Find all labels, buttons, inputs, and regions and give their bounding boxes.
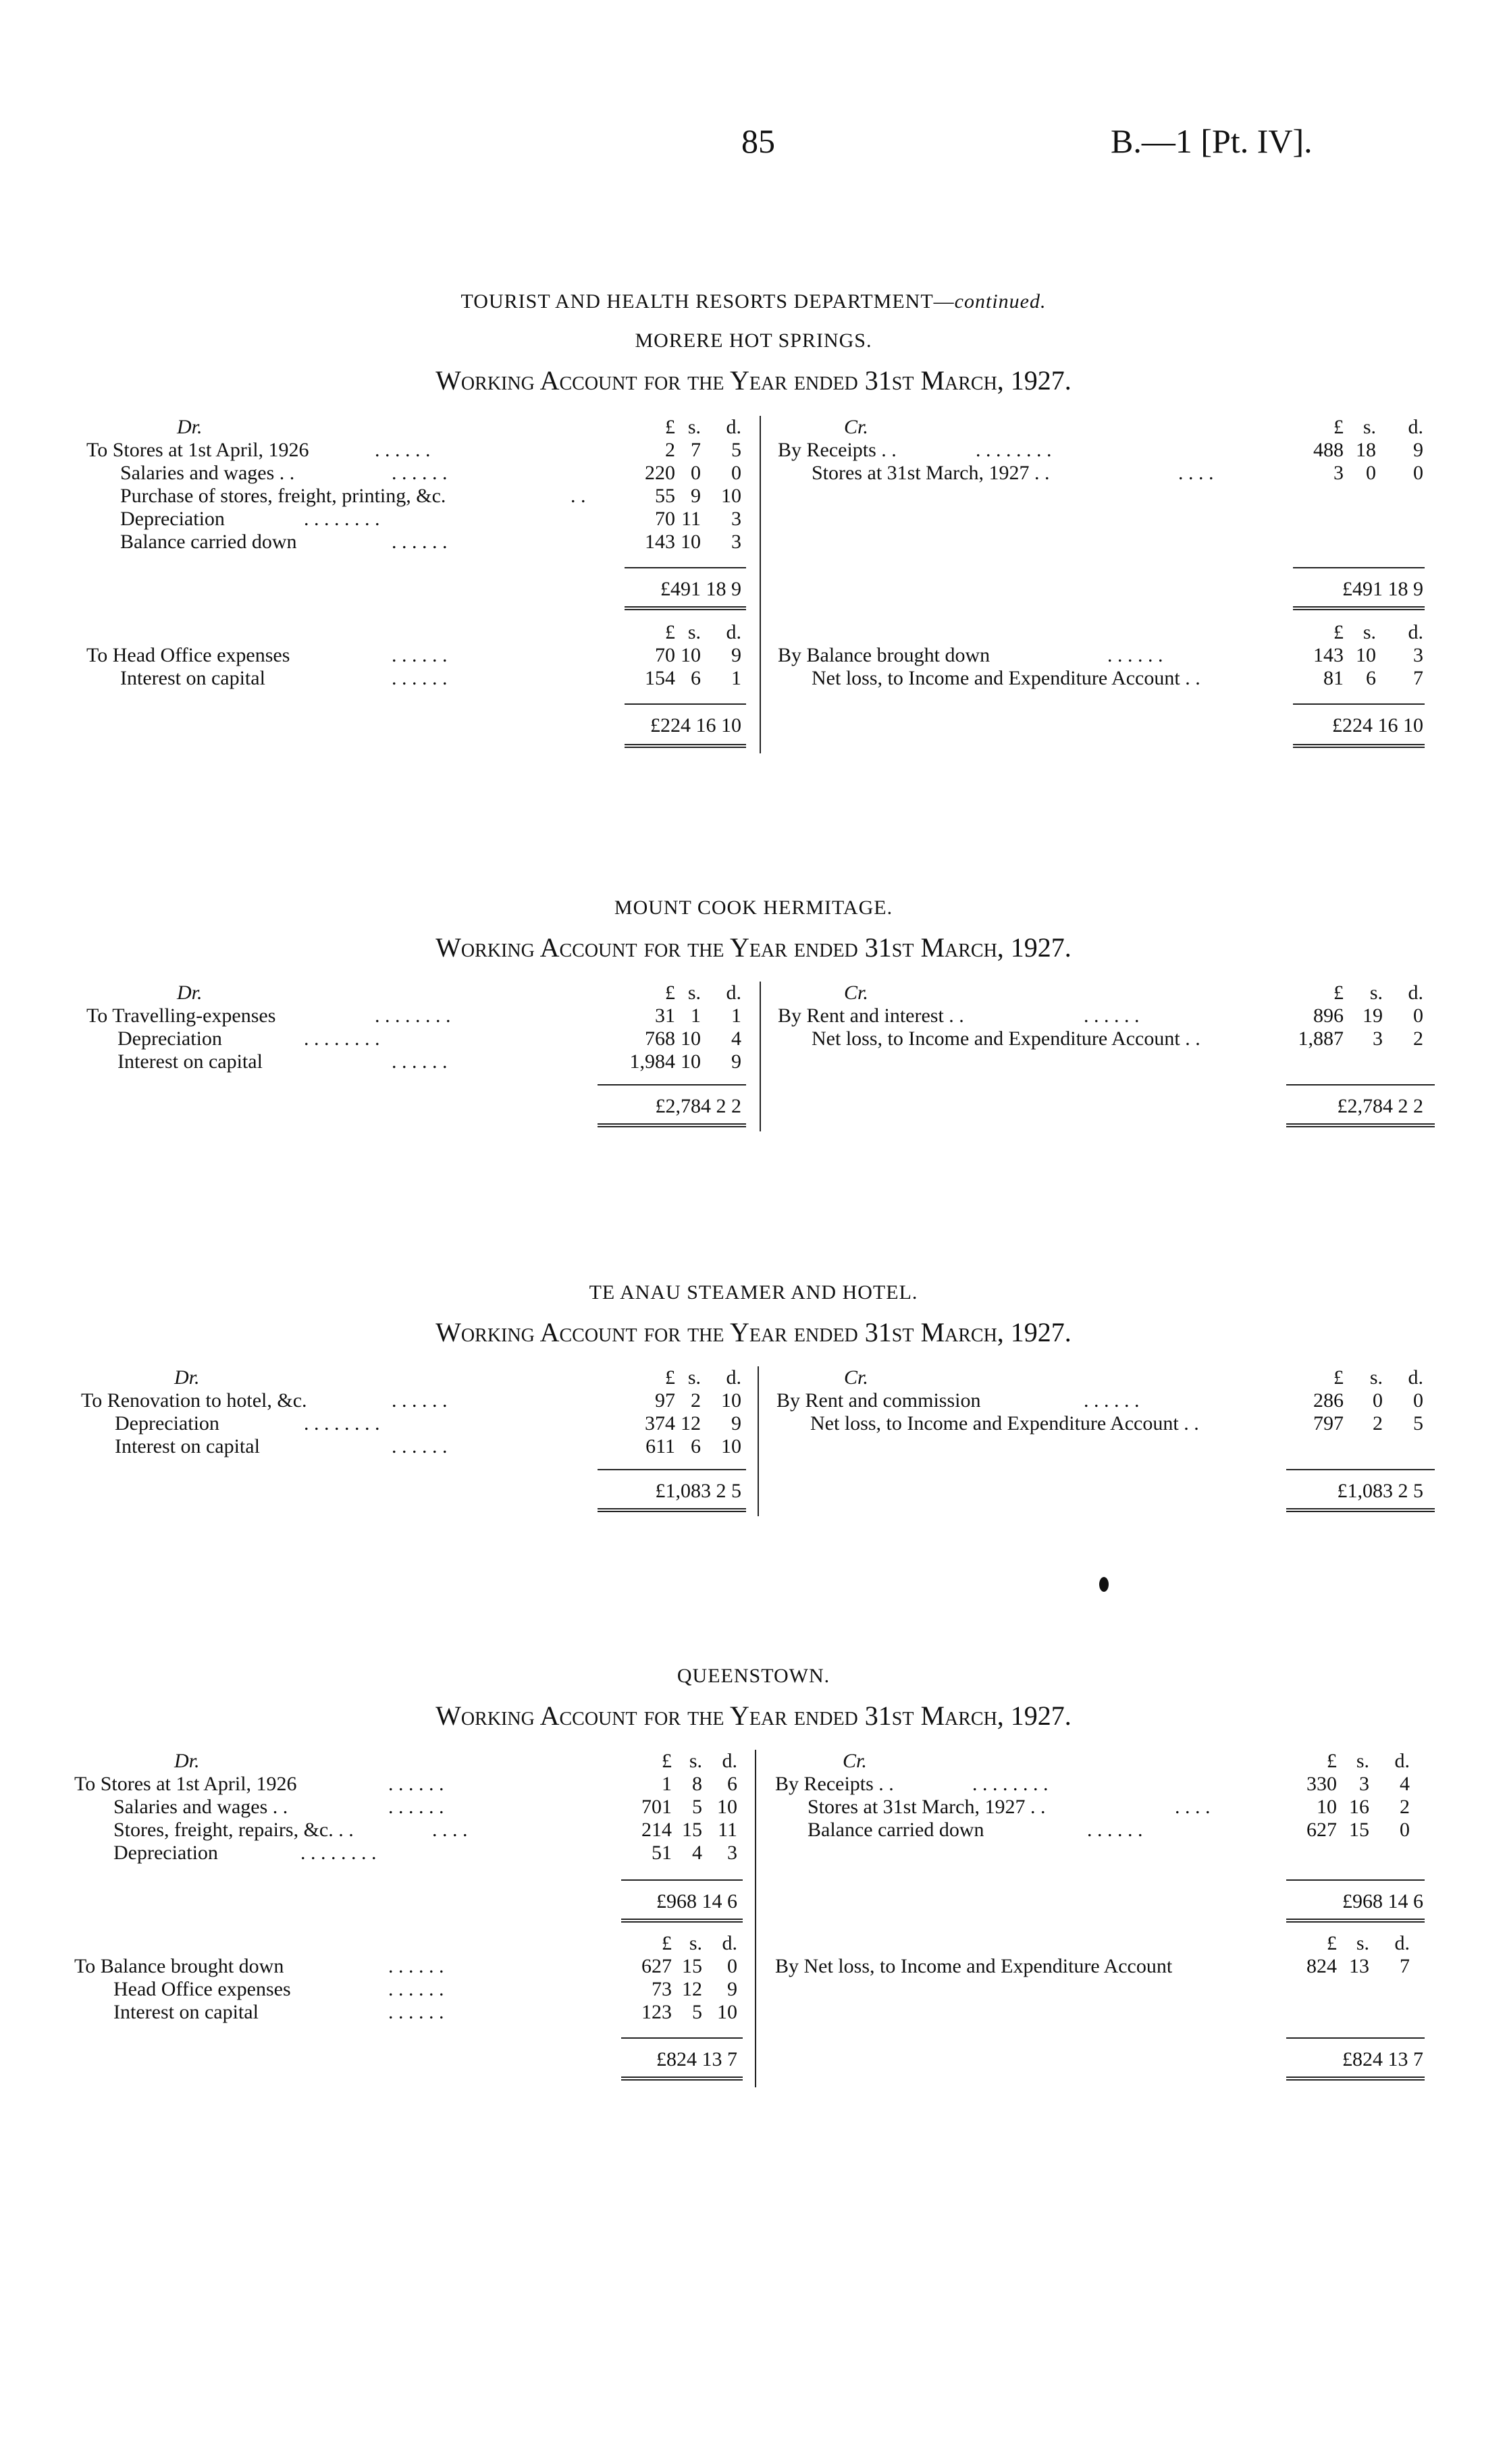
- pence-head-cr: d.: [1394, 1932, 1410, 1954]
- leader-dots: . . . . . . . .: [976, 439, 1052, 461]
- shillings: 10: [1356, 644, 1376, 666]
- item-text: To Head Office expenses: [86, 644, 290, 666]
- total-double-rule: [1286, 1123, 1435, 1127]
- leader-dots: . . . . . .: [392, 1050, 448, 1073]
- pounds: 896: [1313, 1005, 1344, 1027]
- pounds: 143: [645, 531, 675, 553]
- total-double-rule: [598, 1123, 746, 1127]
- item-text: Salaries and wages . .: [120, 462, 295, 484]
- pounds-head-cr: £: [1333, 416, 1344, 438]
- leader-dots: . . . . . .: [388, 1796, 444, 1818]
- shillings: 10: [681, 1050, 701, 1073]
- shillings-head-cr: s.: [1363, 621, 1376, 643]
- pounds: 31: [655, 1005, 675, 1027]
- total-debit: £824 13 7: [656, 2048, 737, 2070]
- total-debit: £2,784 2 2: [655, 1095, 741, 1117]
- leader-dots: . . . . . .: [1107, 644, 1163, 666]
- leader-dots: . . . . . . . .: [304, 508, 380, 530]
- dr-label: Dr.: [177, 416, 203, 438]
- total-rule: [598, 1469, 746, 1470]
- shillings: 0: [691, 462, 701, 484]
- total-double-rule: [1286, 1919, 1425, 1923]
- shillings: 16: [1349, 1796, 1369, 1818]
- pounds-head: £: [665, 982, 675, 1004]
- pence-head: d.: [726, 416, 741, 438]
- pence: 0: [1413, 462, 1423, 484]
- pounds-head-cr: £: [1333, 982, 1344, 1004]
- shillings: 3: [1373, 1027, 1383, 1050]
- item-text: To Travelling-expenses: [86, 1005, 276, 1027]
- dr-label: Dr.: [174, 1366, 200, 1389]
- pounds: 330: [1306, 1773, 1337, 1795]
- total-rule: [1286, 1084, 1435, 1086]
- shillings-head: s.: [687, 1366, 701, 1389]
- column-divider: [758, 1366, 759, 1516]
- total-rule: [1293, 703, 1425, 705]
- pounds: 55: [655, 485, 675, 507]
- shillings: 5: [692, 2001, 702, 2023]
- pounds: 768: [645, 1027, 675, 1050]
- shillings: 15: [682, 1819, 702, 1841]
- total-double-rule: [621, 2077, 743, 2081]
- pence: 2: [1400, 1796, 1410, 1818]
- pounds-head-cr: £: [1333, 621, 1344, 643]
- pence: 9: [731, 644, 741, 666]
- leader-dots: . . . . . . . .: [300, 1842, 377, 1864]
- item-text: Balance carried down: [120, 531, 297, 553]
- leader-dots: . . . . . . . .: [972, 1773, 1049, 1795]
- pounds-head-cr: £: [1333, 1366, 1344, 1389]
- total-double-rule: [1286, 1508, 1435, 1512]
- shillings: 4: [692, 1842, 702, 1864]
- leader-dots: . . . . . .: [388, 1773, 444, 1795]
- pence-head-cr: d.: [1408, 1366, 1423, 1389]
- pence: 0: [727, 1955, 737, 1977]
- cr-label: Cr.: [844, 1366, 868, 1389]
- page-reference: B.—1 [Pt. IV].: [1111, 122, 1313, 160]
- pounds: 70: [655, 644, 675, 666]
- total-debit: £1,083 2 5: [655, 1480, 741, 1502]
- total-rule: [1293, 567, 1425, 568]
- total-double-rule: [621, 1919, 743, 1923]
- pence: 11: [718, 1819, 737, 1841]
- shillings: 5: [692, 1796, 702, 1818]
- shillings: 7: [691, 439, 701, 461]
- ink-blot: [1099, 1577, 1109, 1592]
- shillings: 2: [1373, 1412, 1383, 1435]
- shillings: 3: [1359, 1773, 1369, 1795]
- pence: 9: [731, 1412, 741, 1435]
- pence: 7: [1400, 1955, 1410, 1977]
- shillings: 6: [1366, 667, 1376, 689]
- pounds-head-cr: £: [1327, 1750, 1337, 1772]
- total-credit: £491 18 9: [1342, 578, 1423, 600]
- shillings-head-cr: s.: [1356, 1750, 1369, 1772]
- pence: 1: [731, 1005, 741, 1027]
- total-rule: [1286, 2037, 1425, 2039]
- pence: 10: [721, 485, 741, 507]
- item-text: Interest on capital: [117, 1050, 263, 1073]
- item-text: Interest on capital: [115, 1435, 260, 1457]
- pounds: 627: [1306, 1819, 1337, 1841]
- pence: 10: [721, 1435, 741, 1457]
- section-subtitle: MOUNT COOK HERMITAGE.: [614, 896, 893, 919]
- item-text: By Rent and interest . .: [778, 1005, 964, 1027]
- shillings: 10: [681, 1027, 701, 1050]
- leader-dots: . .: [571, 485, 586, 507]
- total-double-rule: [1286, 2077, 1425, 2081]
- total-rule: [625, 567, 746, 568]
- item-text: Depreciation: [113, 1842, 218, 1864]
- leader-dots: . . . . . .: [392, 1389, 448, 1412]
- leader-dots: . . . . . .: [392, 1435, 448, 1457]
- pounds: 488: [1313, 439, 1344, 461]
- pounds-head: £: [665, 1366, 675, 1389]
- total-debit: £224 16 10: [650, 714, 741, 736]
- section-heading: Working Account for the Year ended 31st March, 1927.: [435, 932, 1072, 963]
- pence: 0: [1400, 1819, 1410, 1841]
- item-text: Interest on capital: [113, 2001, 259, 2023]
- section-subtitle: TE ANAU STEAMER AND HOTEL.: [589, 1281, 918, 1304]
- pence: 6: [727, 1773, 737, 1795]
- item-text: Purchase of stores, freight, printing, &c.: [120, 485, 446, 507]
- pounds: 70: [655, 508, 675, 530]
- leader-dots: . . . . . .: [388, 1978, 444, 2000]
- pence-head: d.: [726, 1366, 741, 1389]
- item-text: Balance carried down: [808, 1819, 984, 1841]
- section-heading: Working Account for the Year ended 31st March, 1927.: [435, 1317, 1072, 1347]
- pounds: 1,984: [629, 1050, 675, 1073]
- pence: 0: [1413, 1005, 1423, 1027]
- total-double-rule: [625, 606, 746, 610]
- pounds: 797: [1313, 1412, 1344, 1435]
- shillings-head-cr: s.: [1363, 416, 1376, 438]
- total-credit: £824 13 7: [1342, 2048, 1423, 2070]
- pence: 10: [717, 1796, 737, 1818]
- pounds: 123: [641, 2001, 672, 2023]
- pence: 0: [1413, 1389, 1423, 1412]
- leader-dots: . . . . . . . .: [375, 1005, 451, 1027]
- shillings: 6: [691, 667, 701, 689]
- shillings-head-cr: s.: [1369, 1366, 1383, 1389]
- section-heading: Working Account for the Year ended 31st March, 1927.: [435, 1700, 1072, 1731]
- total-double-rule: [1293, 606, 1425, 610]
- leader-dots: . . . . . .: [1084, 1389, 1140, 1412]
- pence: 4: [1400, 1773, 1410, 1795]
- item-text: Interest on capital: [120, 667, 265, 689]
- total-rule: [1286, 1469, 1435, 1470]
- item-text: By Rent and commission: [776, 1389, 981, 1412]
- leader-dots: . . . . . .: [392, 667, 448, 689]
- shillings-head: s.: [687, 982, 701, 1004]
- total-credit: £2,784 2 2: [1337, 1095, 1423, 1117]
- pence: 3: [1413, 644, 1423, 666]
- shillings: 2: [691, 1389, 701, 1412]
- item-text: To Renovation to hotel, &c.: [81, 1389, 307, 1412]
- item-text: By Receipts . .: [778, 439, 897, 461]
- leader-dots: . . . . . .: [1087, 1819, 1143, 1841]
- shillings-head-cr: s.: [1369, 982, 1383, 1004]
- pounds: 701: [641, 1796, 672, 1818]
- total-double-rule: [625, 744, 746, 748]
- item-text: By Receipts . .: [775, 1773, 894, 1795]
- pounds: 3: [1333, 462, 1344, 484]
- item-text: Stores at 31st March, 1927 . .: [812, 462, 1050, 484]
- pounds: 73: [652, 1978, 672, 2000]
- total-credit: £1,083 2 5: [1337, 1480, 1423, 1502]
- total-rule: [621, 1879, 743, 1881]
- total-rule: [621, 2037, 743, 2039]
- pence: 9: [727, 1978, 737, 2000]
- pence-head-cr: d.: [1408, 982, 1423, 1004]
- shillings: 10: [681, 644, 701, 666]
- item-text: To Stores at 1st April, 1926: [74, 1773, 297, 1795]
- shillings: 11: [681, 508, 701, 530]
- shillings: 8: [692, 1773, 702, 1795]
- shillings: 18: [1356, 439, 1376, 461]
- pounds: 10: [1317, 1796, 1337, 1818]
- shillings-head: s.: [689, 1750, 702, 1772]
- pence: 1: [731, 667, 741, 689]
- item-text: Head Office expenses: [113, 1978, 291, 2000]
- item-text: Stores, freight, repairs, &c. . .: [113, 1819, 354, 1841]
- pounds-head: £: [665, 621, 675, 643]
- shillings: 0: [1373, 1389, 1383, 1412]
- total-double-rule: [598, 1508, 746, 1512]
- item-text: Depreciation: [115, 1412, 219, 1435]
- item-text: Net loss, to Income and Expenditure Account . .: [810, 1412, 1199, 1435]
- dr-label: Dr.: [177, 982, 203, 1004]
- pounds-head-cr: £: [1327, 1932, 1337, 1954]
- pence: 7: [1413, 667, 1423, 689]
- cr-label: Cr.: [844, 416, 868, 438]
- pence-head-cr: d.: [1408, 621, 1423, 643]
- shillings-head: s.: [687, 416, 701, 438]
- leader-dots: . . . . . . . .: [304, 1027, 380, 1050]
- pence: 3: [727, 1842, 737, 1864]
- cr-label: Cr.: [844, 982, 868, 1004]
- pounds: 286: [1313, 1389, 1344, 1412]
- total-rule: [625, 703, 746, 705]
- item-text: Stores at 31st March, 1927 . .: [808, 1796, 1046, 1818]
- leader-dots: . . . . . .: [375, 439, 431, 461]
- section-subtitle: QUEENSTOWN.: [677, 1665, 830, 1687]
- pounds-head: £: [662, 1932, 672, 1954]
- pounds: 611: [645, 1435, 675, 1457]
- pence: 3: [731, 508, 741, 530]
- page-number: 85: [741, 122, 775, 160]
- pence: 5: [731, 439, 741, 461]
- pounds: 143: [1313, 644, 1344, 666]
- shillings-head-cr: s.: [1356, 1932, 1369, 1954]
- pounds: 214: [641, 1819, 672, 1841]
- shillings: 1: [691, 1005, 701, 1027]
- shillings: 12: [682, 1978, 702, 2000]
- pence-head: d.: [726, 621, 741, 643]
- total-credit: £968 14 6: [1342, 1890, 1423, 1912]
- pence: 9: [1413, 439, 1423, 461]
- pounds-head: £: [662, 1750, 672, 1772]
- shillings: 10: [681, 531, 701, 553]
- shillings: 9: [691, 485, 701, 507]
- section-heading: Working Account for the Year ended 31st March, 1927.: [435, 365, 1072, 396]
- total-rule: [1286, 1879, 1425, 1881]
- leader-dots: . . . . . .: [392, 462, 448, 484]
- item-text: Salaries and wages . .: [113, 1796, 288, 1818]
- item-text: Depreciation: [117, 1027, 222, 1050]
- shillings: 19: [1363, 1005, 1383, 1027]
- pounds: 97: [655, 1389, 675, 1412]
- total-double-rule: [1293, 744, 1425, 748]
- pence: 5: [1413, 1412, 1423, 1435]
- section-title: TOURIST AND HEALTH RESORTS DEPARTMENT—continued.: [460, 290, 1047, 313]
- total-credit: £224 16 10: [1332, 714, 1423, 736]
- column-divider: [760, 416, 761, 753]
- dr-label: Dr.: [174, 1750, 200, 1772]
- pence: 3: [731, 531, 741, 553]
- leader-dots: . . . . . .: [1084, 1005, 1140, 1027]
- leader-dots: . . . . . .: [388, 2001, 444, 2023]
- pounds: 627: [641, 1955, 672, 1977]
- column-divider: [760, 982, 761, 1131]
- section-subtitle: MORERE HOT SPRINGS.: [635, 329, 872, 352]
- shillings: 0: [1366, 462, 1376, 484]
- total-debit: £491 18 9: [660, 578, 741, 600]
- pounds: 824: [1306, 1955, 1337, 1977]
- leader-dots: . . . . . .: [388, 1955, 444, 1977]
- pence-head-cr: d.: [1408, 416, 1423, 438]
- shillings-head: s.: [689, 1932, 702, 1954]
- pounds: 220: [645, 462, 675, 484]
- item-text: By Net loss, to Income and Expenditure Account: [775, 1955, 1173, 1977]
- pence: 10: [717, 2001, 737, 2023]
- pence: 9: [731, 1050, 741, 1073]
- total-rule: [598, 1084, 746, 1086]
- shillings: 13: [1349, 1955, 1369, 1977]
- item-text: To Balance brought down: [74, 1955, 284, 1977]
- item-text: Net loss, to Income and Expenditure Account . .: [812, 1027, 1200, 1050]
- pounds: 374: [645, 1412, 675, 1435]
- column-divider: [755, 1750, 756, 2087]
- pounds: 1,887: [1298, 1027, 1344, 1050]
- pence-head: d.: [722, 1932, 737, 1954]
- leader-dots: . . . .: [432, 1819, 468, 1841]
- pounds: 1: [662, 1773, 672, 1795]
- shillings: 12: [681, 1412, 701, 1435]
- item-text: To Stores at 1st April, 1926: [86, 439, 309, 461]
- pence-head: d.: [722, 1750, 737, 1772]
- pence: 4: [731, 1027, 741, 1050]
- item-text: Net loss, to Income and Expenditure Account . .: [812, 667, 1200, 689]
- pounds: 81: [1323, 667, 1344, 689]
- pounds-head: £: [665, 416, 675, 438]
- pence-head: d.: [726, 982, 741, 1004]
- pence: 2: [1413, 1027, 1423, 1050]
- pence: 10: [721, 1389, 741, 1412]
- cr-label: Cr.: [843, 1750, 867, 1772]
- item-text: By Balance brought down: [778, 644, 990, 666]
- pounds: 154: [645, 667, 675, 689]
- pence: 0: [731, 462, 741, 484]
- shillings-head: s.: [687, 621, 701, 643]
- pounds: 2: [665, 439, 675, 461]
- leader-dots: . . . . . .: [392, 531, 448, 553]
- shillings: 6: [691, 1435, 701, 1457]
- leader-dots: . . . .: [1178, 462, 1214, 484]
- total-debit: £968 14 6: [656, 1890, 737, 1912]
- leader-dots: . . . . . . . .: [304, 1412, 380, 1435]
- item-text: Depreciation: [120, 508, 225, 530]
- pounds: 51: [652, 1842, 672, 1864]
- leader-dots: . . . . . .: [392, 644, 448, 666]
- leader-dots: . . . .: [1175, 1796, 1211, 1818]
- shillings: 15: [1349, 1819, 1369, 1841]
- pence-head-cr: d.: [1394, 1750, 1410, 1772]
- shillings: 15: [682, 1955, 702, 1977]
